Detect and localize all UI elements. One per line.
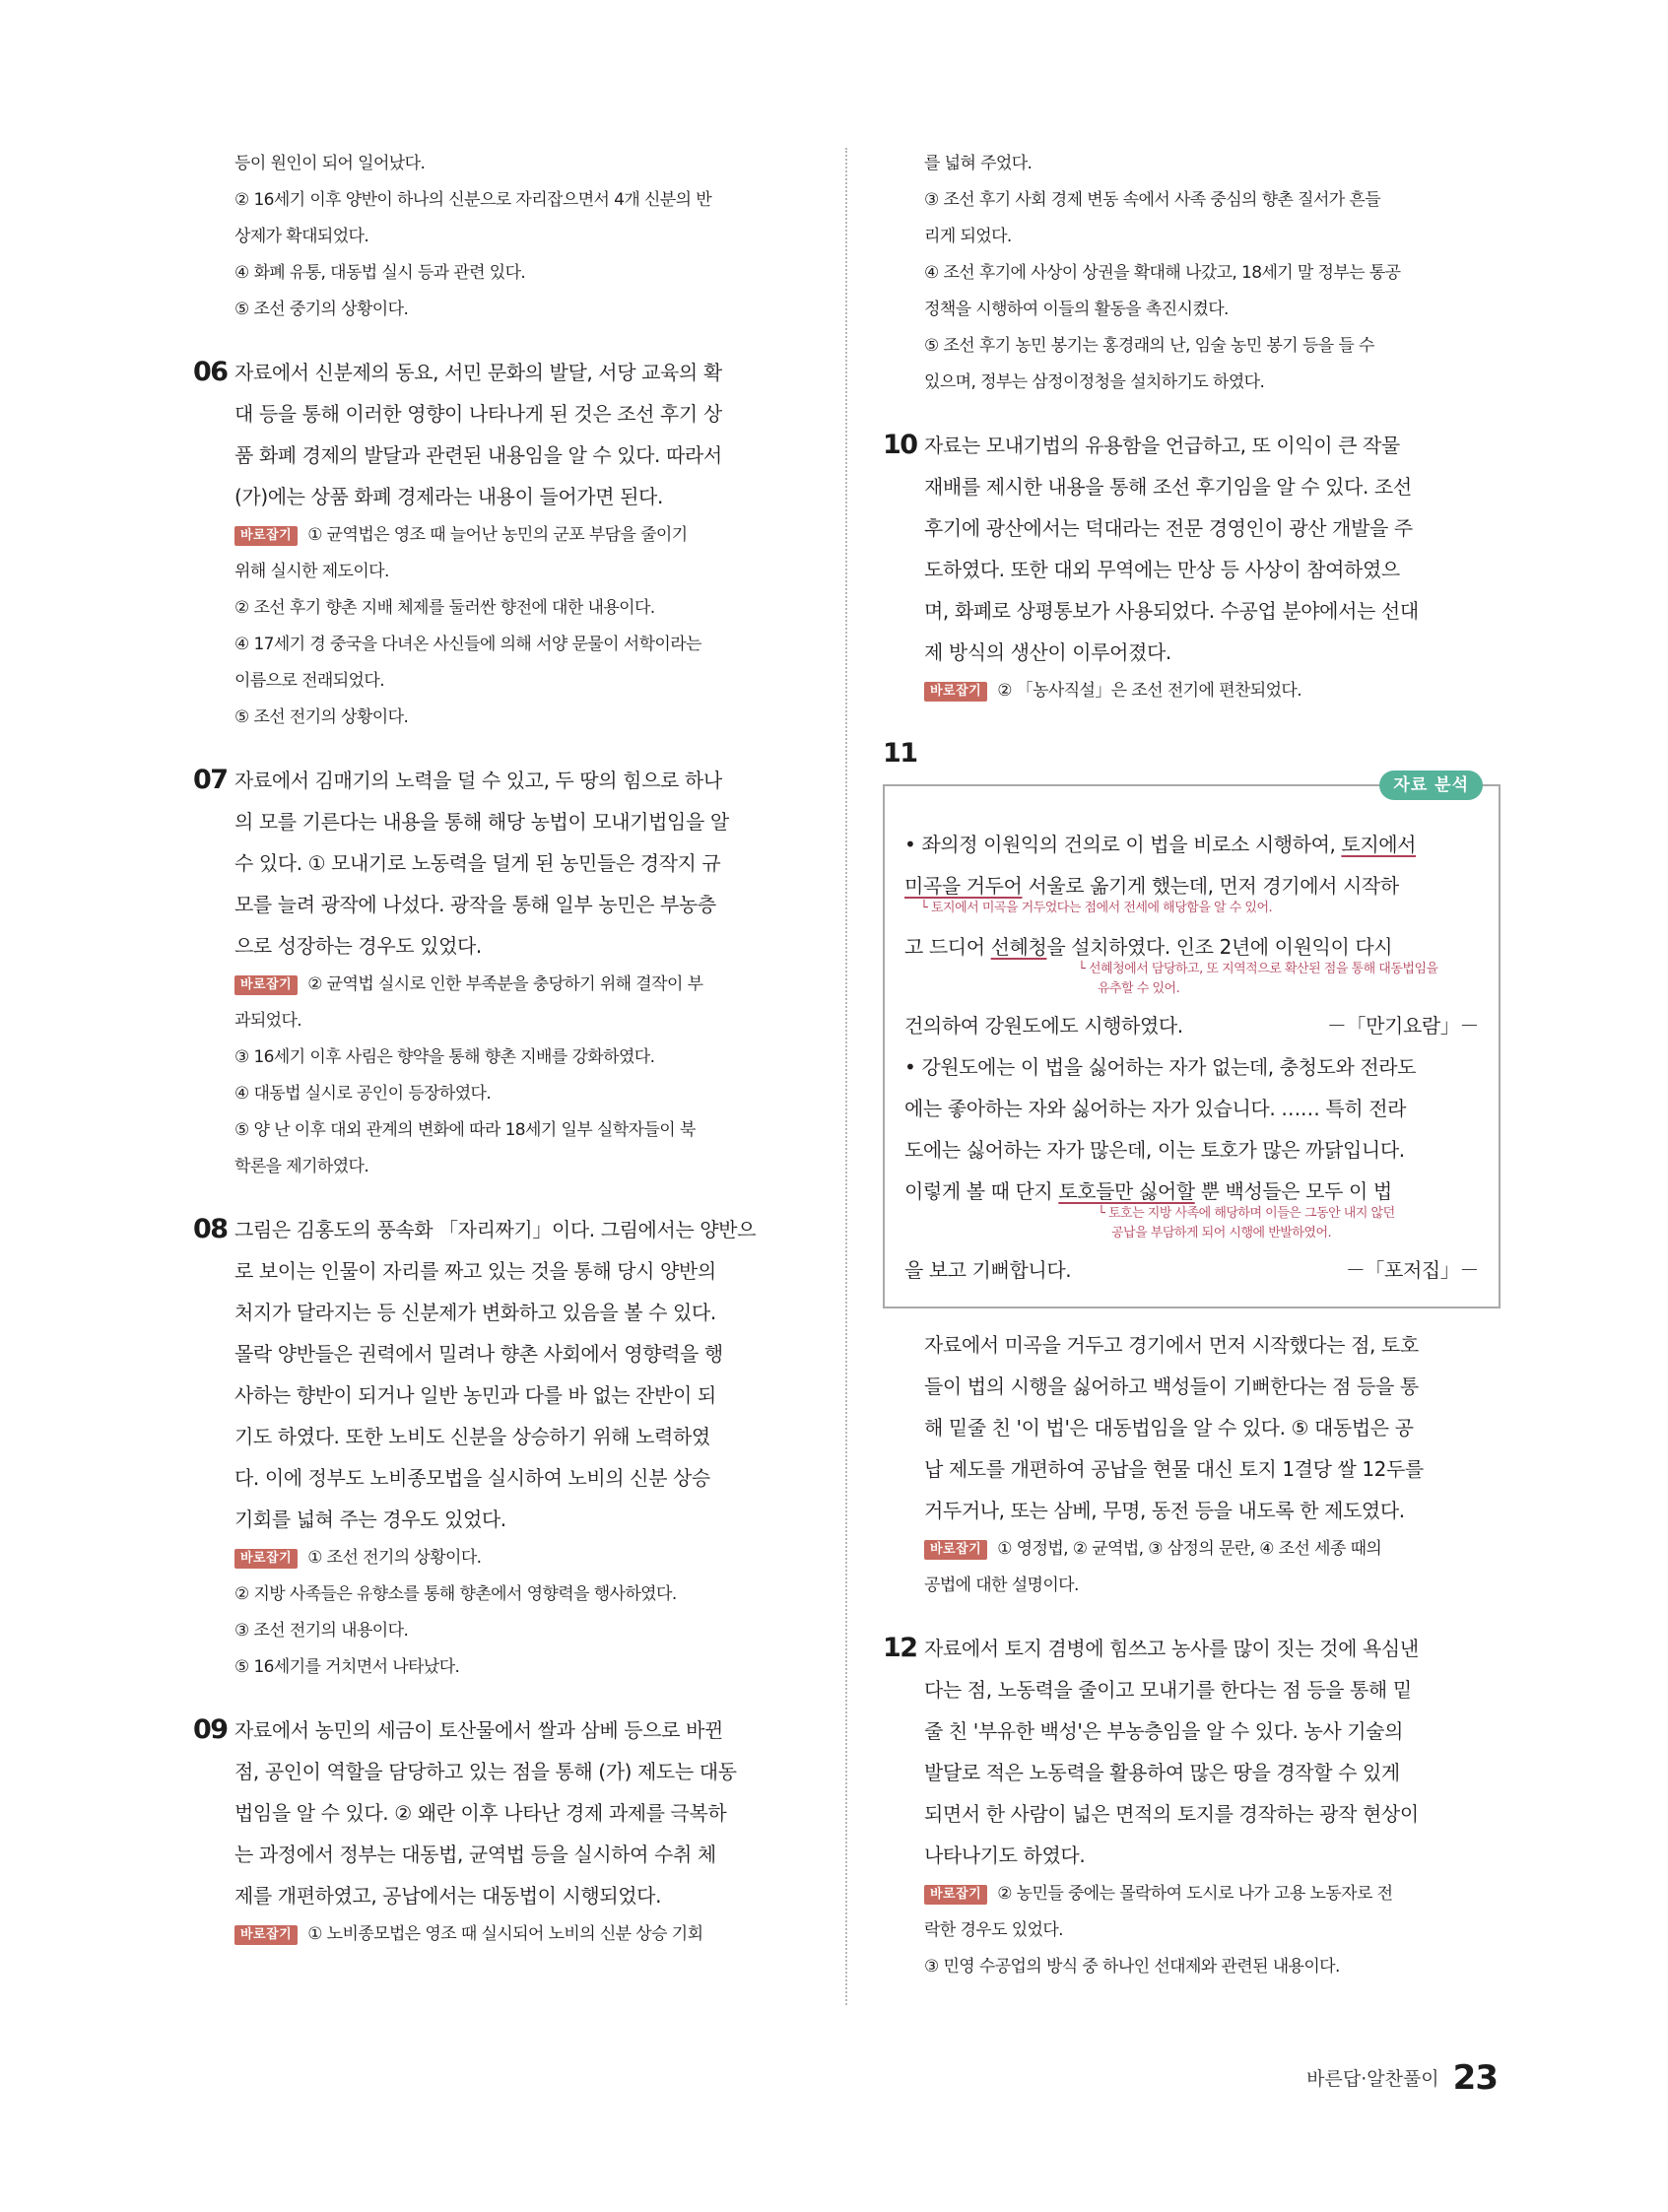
text-line: 등이 원인이 되어 일어났다. bbox=[234, 154, 426, 173]
text-line: 법임을 알 수 있다. ② 왜란 이후 나타난 경제 과제를 극복하 bbox=[234, 1801, 727, 1825]
text-line: ③ 조선 전기의 내용이다. bbox=[234, 1621, 409, 1641]
source-line: 도에는 싫어하는 자가 많은데, 이는 토호가 많은 까닭입니다. bbox=[904, 1138, 1405, 1162]
fix-line: 바로잡기 ① 영정법, ② 균역법, ③ 삼정의 문란, ④ 조선 세종 때의 bbox=[924, 1531, 1499, 1568]
text-line: 있으며, 정부는 삼정이정청을 설치하기도 하였다. bbox=[924, 372, 1265, 392]
text-line: 몰락 양반들은 권력에서 밀려나 향촌 사회에서 영향력을 행 bbox=[234, 1342, 723, 1366]
page-footer bbox=[1306, 2058, 1498, 2099]
question-08 bbox=[193, 1209, 809, 1686]
text-line: ⑤ 16세기를 거치면서 나타났다. bbox=[234, 1657, 460, 1677]
fix-line: 바로잡기 ① 조선 전기의 상황이다. bbox=[234, 1540, 809, 1576]
source-citation: －「포저집」－ bbox=[1345, 1258, 1479, 1282]
underlined-text: 토호들만 싫어할 bbox=[1058, 1179, 1195, 1203]
right-column bbox=[883, 146, 1499, 1985]
fix-line: 바로잡기 ② 농민들 중에는 몰락하여 도시로 나가 고용 노동자로 전 bbox=[924, 1876, 1499, 1912]
text-line: 후기에 광산에서는 덕대라는 전문 경영인이 광산 개발을 주 bbox=[924, 516, 1413, 540]
text-line: 는 과정에서 정부는 대동법, 균역법 등을 실시하여 수취 체 bbox=[234, 1843, 716, 1866]
text-line: 나타나기도 하였다. bbox=[924, 1843, 1086, 1867]
source-line: 이렇게 볼 때 단지 토호들만 싫어할 뿐 백성들은 모두 이 법 bbox=[904, 1179, 1392, 1203]
question-06 bbox=[193, 352, 809, 736]
text-line: 학론을 제기하였다. bbox=[234, 1157, 369, 1176]
text-line: 수 있다. ① 모내기로 노동력을 덜게 된 농민들은 경작지 규 bbox=[234, 851, 721, 875]
text-line: 들이 법의 시행을 싫어하고 백성들이 기뻐한다는 점 등을 통 bbox=[924, 1374, 1419, 1398]
text-line: ④ 17세기 경 중국을 다녀온 사신들에 의해 서양 문물이 서학이라는 bbox=[234, 635, 701, 654]
text-line: 줄 친 '부유한 백성'은 부농층임을 알 수 있다. 농사 기술의 bbox=[924, 1719, 1404, 1743]
question-number: 12 bbox=[883, 1633, 917, 1663]
text-line: (가)에는 상품 화폐 경제라는 내용이 들어가면 된다. bbox=[234, 485, 663, 508]
text-line: 락한 경우도 있었다. bbox=[924, 1920, 1063, 1940]
source-line: 에는 좋아하는 자와 싫어하는 자가 있습니다. …… 특히 전라 bbox=[904, 1097, 1407, 1120]
text-line: ④ 조선 후기에 사상이 상권을 확대해 나갔고, 18세기 말 정부는 통공 bbox=[924, 263, 1401, 283]
question-number: 09 bbox=[193, 1714, 228, 1745]
text-line: 그림은 김홍도의 풍속화 「자리짜기」이다. 그림에서는 양반으 bbox=[234, 1218, 757, 1241]
text-line: ③ 조선 후기 사회 경제 변동 속에서 사족 중심의 향촌 질서가 흔들 bbox=[924, 190, 1381, 210]
text-line: 으로 성장하는 경우도 있었다. bbox=[234, 934, 482, 958]
left-column bbox=[193, 146, 809, 1953]
text-line: 자료에서 김매기의 노력을 덜 수 있고, 두 땅의 힘으로 하나 bbox=[234, 769, 722, 792]
fix-badge: 바로잡기 bbox=[924, 1540, 987, 1560]
question-11 bbox=[883, 733, 1499, 1604]
handwritten-note: 공납을 부담하게 되어 시행에 반발하였어. bbox=[1111, 1226, 1332, 1240]
text-line: 의 모를 기른다는 내용을 통해 해당 농법이 모내기법임을 알 bbox=[234, 810, 729, 834]
text-line: 모를 늘려 광작에 나섰다. 광작을 통해 일부 농민은 부농층 bbox=[234, 893, 716, 916]
fix-line: 바로잡기 ② 균역법 실시로 인한 부족분을 충당하기 위해 결작이 부 bbox=[234, 967, 809, 1003]
text-line: ⑤ 양 난 이후 대외 관계의 변화에 따라 18세기 일부 실학자들이 북 bbox=[234, 1120, 696, 1140]
text-line: 납 제도를 개편하여 공납을 현물 대신 토지 1결당 쌀 12두를 bbox=[924, 1457, 1424, 1481]
handwritten-note: └ 선혜청에서 담당하고, 또 지역적으로 확산된 점을 통해 대동법임을 bbox=[1078, 962, 1438, 976]
text-line: 품 화폐 경제의 발달과 관련된 내용임을 알 수 있다. 따라서 bbox=[234, 443, 722, 467]
source-line: • 좌의정 이원익의 건의로 이 법을 비로소 시행하여, 토지에서 bbox=[904, 833, 1417, 856]
page-number: 23 bbox=[1452, 2058, 1498, 2098]
question-number: 06 bbox=[193, 357, 228, 387]
source-analysis-tag: 자료 분석 bbox=[1379, 771, 1483, 800]
text-line: 해 밑줄 친 '이 법'은 대동법임을 알 수 있다. ⑤ 대동법은 공 bbox=[924, 1416, 1414, 1440]
text-line: 제를 개편하였고, 공납에서는 대동법이 시행되었다. bbox=[234, 1884, 662, 1908]
text-line: 처지가 달라지는 등 신분제가 변화하고 있음을 볼 수 있다. bbox=[234, 1301, 716, 1324]
text-line: 기도 하였다. 또한 노비도 신분을 상승하기 위해 노력하였 bbox=[234, 1425, 710, 1448]
text-line: 상제가 확대되었다. bbox=[234, 227, 369, 246]
fix-line: 바로잡기 ① 균역법은 영조 때 늘어난 농민의 군포 부담을 줄이기 bbox=[234, 517, 809, 554]
text-line: 자료는 모내기법의 유용함을 언급하고, 또 이익이 큰 작물 bbox=[924, 434, 1400, 457]
text-line: 다. 이에 정부도 노비종모법을 실시하여 노비의 신분 상승 bbox=[234, 1466, 710, 1490]
text-line: 발달로 적은 노동력을 활용하여 많은 땅을 경작할 수 있게 bbox=[924, 1761, 1400, 1784]
text-line: 자료에서 미곡을 거두고 경기에서 먼저 시작했다는 점, 토호 bbox=[924, 1333, 1419, 1357]
question-number: 10 bbox=[883, 430, 917, 460]
text-line: 이름으로 전래되었다. bbox=[234, 671, 385, 691]
fix-line: 바로잡기 ① 노비종모법은 영조 때 실시되어 노비의 신분 상승 기회 bbox=[234, 1916, 809, 1953]
underlined-text: 미곡을 거두어 bbox=[904, 874, 1023, 898]
source-line: • 강원도에는 이 법을 싫어하는 자가 없는데, 충청도와 전라도 bbox=[904, 1055, 1417, 1079]
text-line: ③ 16세기 이후 사림은 향약을 통해 향촌 지배를 강화하였다. bbox=[234, 1047, 655, 1067]
text-line: 도하였다. 또한 대외 무역에는 만상 등 사상이 참여하였으 bbox=[924, 558, 1400, 581]
question-12 bbox=[883, 1628, 1499, 1985]
fix-line: 바로잡기 ② 「농사직설」은 조선 전기에 편찬되었다. bbox=[924, 673, 1499, 709]
text-line: 정책을 시행하여 이들의 활동을 촉진시켰다. bbox=[924, 300, 1229, 319]
underlined-text: 토지에서 bbox=[1341, 833, 1417, 856]
text-line: 제 방식의 생산이 이루어졌다. bbox=[924, 640, 1171, 664]
fix-badge: 바로잡기 bbox=[924, 1885, 987, 1905]
source-line: 미곡을 거두어 서울로 옮기게 했는데, 먼저 경기에서 시작하 bbox=[904, 874, 1399, 898]
text-line: 자료에서 신분제의 동요, 서민 문화의 발달, 서당 교육의 확 bbox=[234, 361, 722, 384]
question-09 bbox=[193, 1709, 809, 1953]
question-number: 08 bbox=[193, 1214, 228, 1244]
text-line: ② 지방 사족들은 유향소를 통해 향촌에서 영향력을 행사하였다. bbox=[234, 1584, 677, 1604]
text-line: 되면서 한 사람이 넓은 면적의 토지를 경작하는 광작 현상이 bbox=[924, 1802, 1419, 1826]
fix-badge: 바로잡기 bbox=[924, 682, 987, 702]
text-line: 공법에 대한 설명이다. bbox=[924, 1575, 1079, 1595]
text-line: 점, 공인이 역할을 담당하고 있는 점을 통해 (가) 제도는 대동 bbox=[234, 1760, 737, 1783]
text-line: ⑤ 조선 중기의 상황이다. bbox=[234, 300, 409, 319]
text-line: 거두거나, 또는 삼베, 무명, 동전 등을 내도록 한 제도였다. bbox=[924, 1499, 1405, 1522]
fix-badge: 바로잡기 bbox=[234, 1549, 298, 1569]
handwritten-note: └ 토호는 지방 사족에 해당하며 이들은 그동안 내지 않던 bbox=[1098, 1206, 1395, 1221]
source-line: 고 드디어 선혜청을 설치하였다. 인조 2년에 이원익이 다시 bbox=[904, 935, 1393, 959]
text-line: 를 넓혀 주었다. bbox=[924, 154, 1033, 173]
text-line: 재배를 제시한 내용을 통해 조선 후기임을 알 수 있다. 조선 bbox=[924, 475, 1412, 499]
handwritten-note: 유추할 수 있어. bbox=[1098, 981, 1180, 996]
underlined-text: 선혜청 bbox=[990, 935, 1047, 959]
text-line: 자료에서 농민의 세금이 토산물에서 쌀과 삼베 등으로 바뀐 bbox=[234, 1718, 723, 1742]
text-line: ⑤ 조선 후기 농민 봉기는 홍경래의 난, 임술 농민 봉기 등을 들 수 bbox=[924, 336, 1374, 356]
question-number: 07 bbox=[193, 765, 228, 795]
continued-explanation bbox=[883, 146, 1499, 401]
text-line: 로 보이는 인물이 자리를 짜고 있는 것을 통해 당시 양반의 bbox=[234, 1259, 716, 1283]
source-line: 을 보고 기뻐합니다. －「포저집」－ bbox=[904, 1249, 1479, 1291]
text-line: ② 16세기 이후 양반이 하나의 신분으로 자리잡으면서 4개 신분의 반 bbox=[234, 190, 712, 210]
handwritten-note: └ 토지에서 미곡을 거두었다는 점에서 전세에 해당함을 알 수 있어. bbox=[920, 901, 1273, 915]
text-line: 위해 실시한 제도이다. bbox=[234, 562, 389, 581]
text-line: ④ 화폐 유통, 대동법 실시 등과 관련 있다. bbox=[234, 263, 526, 283]
text-line: 자료에서 토지 겸병에 힘쓰고 농사를 많이 짓는 것에 욕심낸 bbox=[924, 1637, 1419, 1660]
text-line: 며, 화폐로 상평통보가 사용되었다. 수공업 분야에서는 선대 bbox=[924, 599, 1419, 623]
question-10 bbox=[883, 425, 1499, 709]
text-line: ④ 대동법 실시로 공인이 등장하였다. bbox=[234, 1084, 492, 1104]
text-line: 기회를 넓혀 주는 경우도 있었다. bbox=[234, 1508, 506, 1531]
fix-badge: 바로잡기 bbox=[234, 1925, 298, 1945]
text-line: 사하는 향반이 되거나 일반 농민과 다를 바 없는 잔반이 되 bbox=[234, 1383, 716, 1407]
text-line: ⑤ 조선 전기의 상황이다. bbox=[234, 707, 409, 727]
text-line: 다는 점, 노동력을 줄이고 모내기를 한다는 점 등을 통해 밑 bbox=[924, 1678, 1412, 1702]
text-line: 리게 되었다. bbox=[924, 227, 1012, 246]
question-07 bbox=[193, 760, 809, 1185]
source-analysis-box bbox=[883, 775, 1501, 1308]
fix-badge: 바로잡기 bbox=[234, 975, 298, 995]
fix-badge: 바로잡기 bbox=[234, 526, 298, 546]
source-citation: －「만기요람」－ bbox=[1326, 1014, 1479, 1038]
text-line: 과되었다. bbox=[234, 1011, 302, 1031]
continued-explanation bbox=[193, 146, 809, 328]
text-line: ③ 민영 수공업의 방식 중 하나인 선대제와 관련된 내용이다. bbox=[924, 1957, 1340, 1977]
book-title: 바른답·알찬풀이 bbox=[1306, 2068, 1439, 2090]
column-divider bbox=[845, 148, 847, 2005]
source-line: 건의하여 강원도에도 시행하였다. －「만기요람」－ bbox=[904, 1005, 1479, 1046]
question-number: 11 bbox=[883, 738, 917, 769]
text-line: 대 등을 통해 이러한 영향이 나타나게 된 것은 조선 후기 상 bbox=[234, 402, 722, 426]
text-line: ② 조선 후기 향촌 지배 체제를 둘러싼 향전에 대한 내용이다. bbox=[234, 598, 655, 618]
